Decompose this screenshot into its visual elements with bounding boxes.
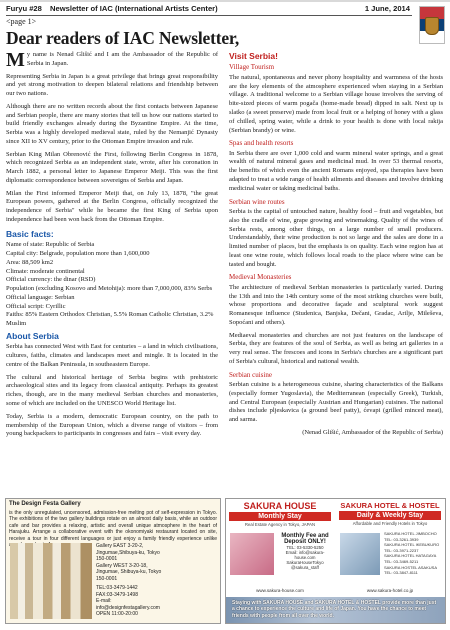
sakura-footer-text: Staying with SAKURA HOUSE and SAKURA HOTEL & HOSTEL provide more than just a chance to experience the culture and life of Japan. You have the chance to meet friends with people from all over the world. bbox=[232, 600, 437, 619]
paragraph: Serbia is the capital of untouched nature, healthy food – fruit and vegetables, but also the cradle of wine, grape growing and winemaking. Quality of the wines of Serbia rests, among other things, on a large number of small producers. Understandably, their wine production is not so large and the sales are done in a limited number of places, but the emphasis is on quality. Each wine region has at least one wine route, which follows local roads to the place where wine can be tasted and bought. bbox=[229, 207, 443, 268]
room-photo bbox=[230, 533, 274, 575]
monasteries-heading: Medieval Monasteries bbox=[229, 273, 292, 282]
festa-description: is the only unregulated, uncensored, admission-free melting pot of self-expression in Tokyo. The exhibitions of the two gallery buildings rotate on an almost daily basis, while an outdoor cafe and bar provides a relaxing, artistic and overall unique atmosphere in the heart of Harajuku. Arrange a collaborative event with the okonomiyaki restaurant located on site, receive a tour in four different languages or just enjoy a family friendly experience unlike bbox=[9, 509, 217, 542]
issue-number: Furyu #28 bbox=[6, 4, 42, 13]
paragraph: Milan the First informed Emperor Meiji that, on July 13, 1878, "the great European powers, gathered at the Berlin Congress, officially recognized the independence of Serbia" while he became the first King of Serbia upon independence had been won back from the Ottoman Empire. bbox=[6, 189, 218, 224]
facebook-handle: SakuraHouseTokyo bbox=[286, 560, 324, 565]
sakura-tel: TEL: 03-5330-5250 bbox=[286, 545, 324, 550]
signature-line: (Nenad Glišić, Ambassador of the Republic of Serbia) bbox=[302, 428, 443, 436]
fact-item: Climate: moderate continental bbox=[6, 267, 85, 275]
paragraph: Today, Serbia is a modern, democratic European country, on the path to membership of the European Union, which a diverse range of visitors – from young backpackers to participants in congresses and fairs – visit every day. bbox=[6, 412, 218, 438]
hotel-photo bbox=[340, 533, 380, 575]
paragraph: Serbia has connected West with East for centuries – a land in which civilisations, cultures, faiths, climates and landscapes meet and mingle. It is located in the centre of the Balkan Peninsula, in southeastern Europe. bbox=[6, 343, 218, 368]
festa-info-line: FAX:03-3479-1498 bbox=[96, 591, 138, 598]
festa-info-line: OPEN 11:00-20:00 bbox=[96, 611, 138, 617]
visit-serbia-heading: Visit Serbia! bbox=[229, 51, 278, 61]
fact-item: Official script: Cyrillic bbox=[6, 302, 66, 310]
hotel-item: SAKURA HOSTEL ASAKUSA bbox=[384, 564, 437, 570]
monthly-fee-block bbox=[278, 533, 332, 570]
twitter-handle: @sakura_staff bbox=[291, 565, 319, 570]
paragraph: The cultural and historical heritage of Serbia begins with prehistoric archaeological sites and its legacy from classical antiquity. Perhaps its greatest riches, though, are in the many medieval Serbian churches and monasteries, some of which are included on the UNESCO World Heritage list. bbox=[6, 373, 218, 407]
festa-info-line: Gallery EAST 3-20-2, bbox=[96, 543, 144, 549]
hotel-item: SAKURA HOTEL IKEBUKURO bbox=[384, 542, 440, 548]
festa-info-line: TEL:03-3479-1442 bbox=[96, 585, 138, 591]
paragraph: In Serbia there are over 1,000 cold and warm mineral water springs, and a great wealth of natural mineral gases and medicinal mud. In over 53 thermal resorts, the benefits of which even the ancient Romans enjoyed, spa therapies have been adapted to treat a wide range of health ailments and diseases and involve drinking medicinal water or taking medicinal baths. bbox=[229, 149, 443, 192]
festa-info-line: info@designfestagallery.com bbox=[96, 604, 160, 611]
fact-item: Area: 88,509 km2 bbox=[6, 258, 54, 266]
top-rule bbox=[0, 0, 450, 2]
dropcap: M bbox=[6, 49, 25, 71]
fact-item: Population (excluding Kosovo and Metohija): more than 7,000,000, 83% Serbs bbox=[6, 285, 213, 293]
wine-routes-heading: Serbian wine routes bbox=[229, 197, 285, 206]
hotel-list bbox=[384, 531, 442, 576]
intro-paragraph bbox=[6, 51, 218, 69]
page-number: <page 1> bbox=[6, 17, 37, 26]
hotel-item: TEL: 03-3971-2237 bbox=[384, 547, 419, 553]
sakura-hotel-title: SAKURA HOTEL & HOSTEL bbox=[340, 501, 440, 510]
sakura-footer-banner bbox=[226, 597, 445, 623]
hotel-item: SAKURA HOTEL JIMBOCHO bbox=[384, 531, 437, 536]
monthly-fee-text: Monthly Fee and Deposit ONLY! bbox=[281, 533, 329, 545]
right-column bbox=[229, 51, 443, 438]
sakura-email: Email: info@sakura-house.com bbox=[285, 550, 325, 560]
festa-info-line: E-mail: bbox=[96, 598, 112, 604]
fact-item: Official language: Serbian bbox=[6, 293, 75, 301]
hotel-item: SAKURA HOTEL HATAGAYA bbox=[384, 553, 437, 559]
hotel-item: TEL: 03-3261-3939 bbox=[384, 536, 419, 542]
cuisine-heading: Serbian cuisine bbox=[229, 370, 272, 379]
sakura-house-title: SAKURA HOUSE bbox=[243, 501, 317, 511]
newsletter-name: Newsletter of IAC (International Artists Center) bbox=[50, 4, 218, 13]
real-estate-line: Real Estate Agency in Tokyo, JAPAN bbox=[244, 522, 316, 527]
paragraph: Serbian King Milan Obrenović the First, following Berlin Congress in 1878, which recognized Serbia as an independent state, wrote, after his coronation in March 1882, a personal letter to Japanese Emperor Meiji. This was the first diplomatic correspondence between sovereigns of Serbia and Japan. bbox=[6, 150, 218, 184]
gallery-photo bbox=[10, 543, 92, 619]
spas-heading: Spas and health resorts bbox=[229, 139, 294, 148]
village-tourism-heading: Village Tourism bbox=[229, 63, 275, 72]
festa-info-line: 150-0001 bbox=[96, 556, 118, 562]
paragraph: Mediaeval monasteries and churches are not just features on the landscape of Serbia, they are features of the soul of Serbia, as well as being art galleries in a very real sense. The frescoes and icons in Serbia's churches are a significant part of Serbia's cultural, historical and national wealth. bbox=[229, 331, 443, 365]
festa-info-line: 150-0001 bbox=[96, 575, 118, 582]
sakura-hotel-panel bbox=[336, 499, 444, 595]
festa-info-line: Jingumae,Shibuya-ku, Tokyo bbox=[96, 549, 160, 556]
sakura-ad bbox=[225, 498, 446, 624]
hotel-item: TEL: 03-3847-8111 bbox=[384, 570, 418, 576]
page-title: Dear readers of IAC Newsletter, bbox=[6, 28, 240, 48]
festa-title: The Design Festa Gallery bbox=[9, 501, 81, 507]
sakura-hotel-url: www.sakura-hotel.co.jp bbox=[366, 588, 414, 593]
fact-item: Name of state: Republic of Serbia bbox=[6, 241, 95, 249]
daily-weekly-bar: Daily & Weekly Stay bbox=[339, 511, 441, 520]
intro-text: y name is Nenad Glišić and I am the Ambassador of the Republic of Serbia in Japan. bbox=[26, 51, 218, 67]
serbian-flag-icon bbox=[419, 6, 445, 44]
sakura-house-url: www.sakura-house.com bbox=[256, 588, 304, 593]
coat-of-arms-icon bbox=[425, 17, 439, 35]
paragraph: Although there are no written records about the first contacts between Japanese and Serbian people, there are many stories that tell us how our nations started to build friendly exchanges already during the Byzantine Empire. At the time, Serbia was a highly developed medieval state, ruled by the Nemanjić Dynasty since XII to XV century, prior to the Ottoman Empire invasion and rule. bbox=[6, 102, 218, 145]
basic-facts-heading: Basic facts: bbox=[6, 228, 54, 239]
fact-item: Official currency: the dinar (RSD) bbox=[6, 276, 96, 284]
sakura-house-panel bbox=[226, 499, 334, 595]
hotel-item: TEL: 03-3469-5211 bbox=[384, 558, 419, 564]
paragraph: Serbian cuisine is a heterogeneous cuisine, sharing characteristics of the Balkans (especially former Yugoslavia), the Mediterranean (especially Greek), Turkish, and Central European (especially Austrian and Hungarian) cuisines. The national dishes include pljeskavica (a ground beef patty), ćevapi (grilled minced meat), and sarma. bbox=[229, 381, 443, 424]
fact-item: Faiths: 85% Eastern Orthodox Christian, 5.5% Roman Catholic Christian, 3.2% Muslim bbox=[6, 311, 214, 328]
issue-date: 1 June, 2014 bbox=[364, 4, 410, 13]
festa-info-line: Gallery WEST 3-20-18, bbox=[96, 562, 148, 569]
affordable-line: Affordable and Friendly Hotels in Tokyo bbox=[352, 521, 428, 526]
design-festa-ad bbox=[5, 498, 221, 624]
fact-item: Capital city: Belgrade, population more than 1,600,000 bbox=[6, 250, 150, 258]
paragraph: The natural, spontaneous and never phony hospitality and warmness of the hosts are the key elements of the atmosphere experienced when staying in a Serbian village. A traditional welcome to a Serbian village house involves the serving of bite-sized pieces of warm pogača (home-made bread) dipped in salt. Next up is slatko (a sweet preserve) made from local fruit or a helping of honey with a glass of chilled, spring water, while a drink to your health is done with local rakija (Serbian brandy) or wine. bbox=[229, 73, 443, 134]
about-serbia-heading: About Serbia bbox=[6, 330, 59, 341]
header-divider bbox=[6, 15, 412, 16]
facts-list bbox=[6, 241, 218, 329]
monthly-stay-bar: Monthly Stay bbox=[229, 512, 331, 521]
paragraph: The architecture of medieval Serbian monasteries is particularly varied. During the 13th and into the 14th century some of the most striking churches were built, whose proportions and decorative façade and sculptural work suggest Romanesque influence (Studenica, Banjska, Dečani, Gradac, Arilje, Mileševa, Sopoćani and others). bbox=[229, 283, 443, 326]
paragraph: Representing Serbia in Japan is a great privilege that brings great responsibility and yet strong motivation to deepen bilateral relations and friendship between our two nations. bbox=[6, 72, 218, 98]
festa-contact bbox=[96, 543, 216, 618]
left-column bbox=[6, 51, 218, 443]
festa-info-line: Jingumae, Shibuya-ku, Tokyo bbox=[96, 569, 162, 575]
